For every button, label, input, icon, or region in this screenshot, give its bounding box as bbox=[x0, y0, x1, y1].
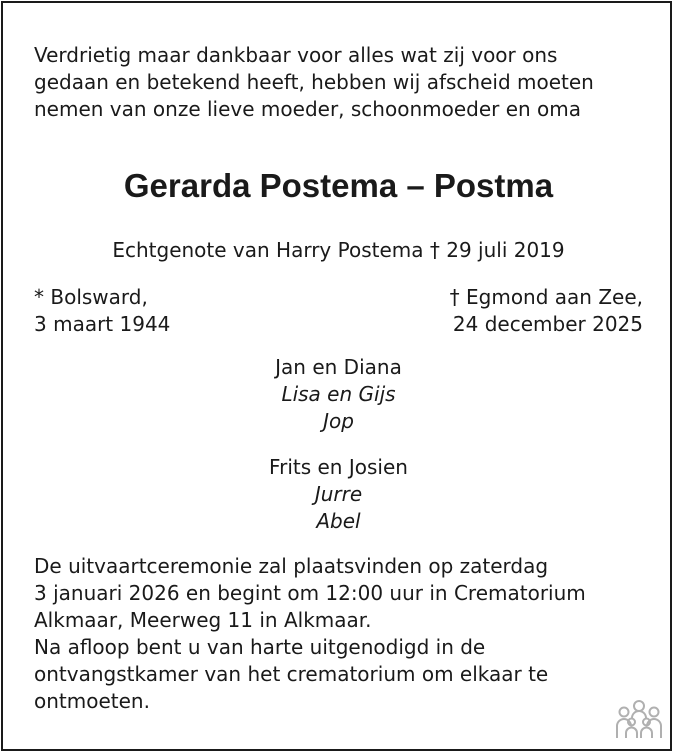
intro-line: Verdrietig maar dankbaar voor alles wat zij voor ons bbox=[34, 43, 558, 67]
closing-line: ontmoeten. bbox=[34, 689, 150, 713]
birth-place: * Bolsward, bbox=[34, 285, 148, 309]
family-group bbox=[0, 354, 677, 435]
death-info bbox=[450, 284, 643, 338]
family-children: Jurre bbox=[314, 482, 363, 506]
birth-info bbox=[34, 284, 170, 338]
birth-date: 3 maart 1944 bbox=[34, 312, 171, 336]
spouse-line: Echtgenote van Harry Postema † 29 juli 2019 bbox=[112, 238, 565, 262]
death-date: 24 december 2025 bbox=[452, 312, 643, 336]
family-children: Jop bbox=[323, 409, 354, 433]
closing-line: Alkmaar, Meerweg 11 in Alkmaar. bbox=[34, 608, 372, 632]
closing-line: 3 januari 2026 en begint om 12:00 uur in Crematorium bbox=[34, 581, 586, 605]
death-place: † Egmond aan Zee, bbox=[449, 285, 643, 309]
closing-text bbox=[34, 553, 586, 715]
family-children: Lisa en Gijs bbox=[281, 382, 396, 406]
closing-line: De uitvaartceremonie zal plaatsvinden op zaterdag bbox=[34, 554, 549, 578]
closing-line: ontvangstkamer van het crematorium om elkaar te bbox=[34, 662, 549, 686]
family-people-icon bbox=[615, 698, 663, 742]
intro-line: gedaan en betekend heeft, hebben wij afscheid moeten bbox=[34, 70, 594, 94]
family-children: Abel bbox=[316, 509, 361, 533]
family-group bbox=[0, 454, 677, 535]
deceased-name: Gerarda Postema – Postma bbox=[123, 167, 554, 204]
family-parents: Frits en Josien bbox=[269, 455, 408, 479]
closing-line: Na afloop bent u van harte uitgenodigd in de bbox=[34, 635, 486, 659]
family-parents: Jan en Diana bbox=[275, 355, 402, 379]
intro-line: nemen van onze lieve moeder, schoonmoeder en oma bbox=[34, 97, 582, 121]
intro-text bbox=[34, 42, 594, 123]
